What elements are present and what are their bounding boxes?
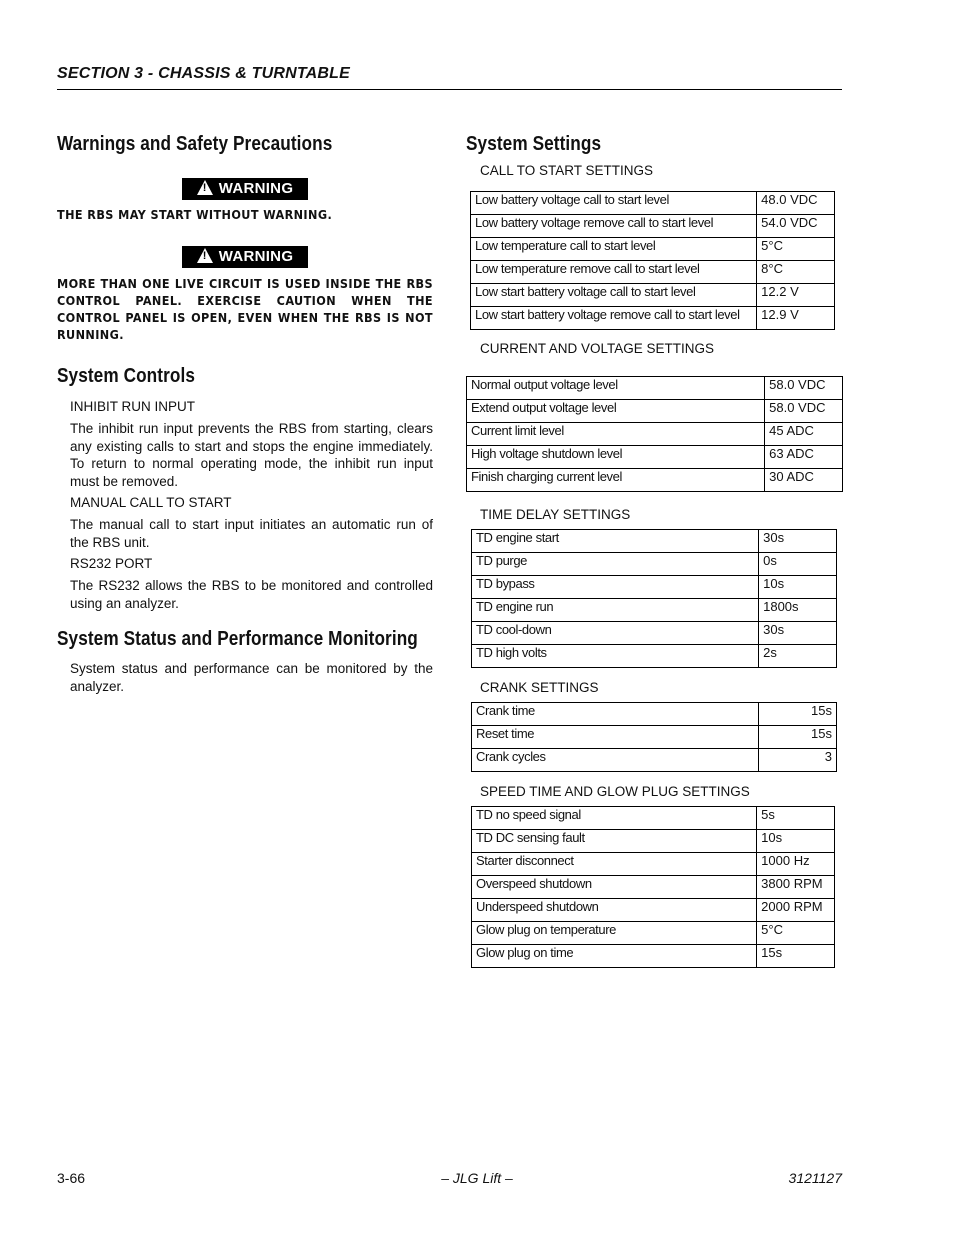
right-column [466, 133, 846, 968]
table-row [472, 645, 837, 668]
table-row [472, 899, 835, 922]
table-row [472, 922, 835, 945]
setting-value: 10s [759, 576, 837, 599]
table-row [472, 853, 835, 876]
table-row [472, 749, 837, 772]
setting-label: Crank time [472, 703, 759, 726]
call-to-start-table [470, 191, 835, 330]
system-controls-heading: System Controls [57, 365, 195, 387]
left-column [57, 133, 433, 695]
table-row [472, 830, 835, 853]
setting-value: 3 [759, 749, 837, 772]
setting-value: 58.0 VDC [765, 400, 843, 423]
setting-value: 8°C [757, 261, 835, 284]
time-delay-table [471, 529, 837, 668]
setting-value: 12.9 V [757, 307, 835, 330]
setting-value: 0s [759, 553, 837, 576]
section-title: SECTION 3 - CHASSIS & TURNTABLE [57, 65, 351, 82]
setting-value: 30s [759, 622, 837, 645]
setting-label: Crank cycles [472, 749, 759, 772]
setting-value: 10s [757, 830, 835, 853]
manual-call-title: MANUAL CALL TO START [70, 495, 232, 510]
table-row [471, 284, 835, 307]
setting-label: TD cool-down [472, 622, 759, 645]
manual-call-text: The manual call to start input initiates an automatic run of the RBS unit. [70, 517, 433, 550]
warnings-heading: Warnings and Safety Precautions [57, 133, 333, 155]
warning-badge-2 [182, 246, 308, 268]
setting-label: TD bypass [472, 576, 759, 599]
setting-value: 1800s [759, 599, 837, 622]
warning-text-2: MORE THAN ONE LIVE CIRCUIT IS USED INSIDE THE RBS CONTROL PANEL. EXERCISE CAUTION WHEN THE CONTROL PANEL IS OPEN, EVEN WHEN THE RBS IS NOT RUNNING. [57, 276, 433, 342]
inhibit-run-title: INHIBIT RUN INPUT [70, 399, 196, 414]
setting-label: Starter disconnect [472, 853, 757, 876]
speed-glow-title: SPEED TIME AND GLOW PLUG SETTINGS [480, 784, 750, 799]
setting-value: 15s [759, 703, 837, 726]
warning-triangle-icon: ! [197, 180, 213, 195]
setting-label: TD purge [472, 553, 759, 576]
table-row [472, 622, 837, 645]
warning-badge-label: WARNING [218, 180, 294, 197]
setting-value: 58.0 VDC [765, 377, 843, 400]
setting-value: 3800 RPM [757, 876, 835, 899]
setting-label: Finish charging current level [467, 469, 765, 492]
warning-triangle-icon: ! [197, 248, 213, 263]
footer-center: – JLG Lift – [441, 1170, 513, 1186]
crank-table [471, 702, 837, 772]
setting-value: 5s [757, 807, 835, 830]
table-row [472, 553, 837, 576]
inhibit-run-text: The inhibit run input prevents the RBS from starting, clears any existing calls to start and stops the engine immediately. To return to normal operating mode, the inhibit run input must be removed. [70, 421, 433, 489]
setting-value: 30 ADC [765, 469, 843, 492]
setting-value: 12.2 V [757, 284, 835, 307]
table-row [471, 307, 835, 330]
speed-glow-table [471, 806, 835, 968]
setting-value: 2000 RPM [757, 899, 835, 922]
setting-label: Reset time [472, 726, 759, 749]
setting-value: 1000 Hz [757, 853, 835, 876]
table-row [471, 215, 835, 238]
rs232-text: The RS232 allows the RBS to be monitored and controlled using an analyzer. [70, 578, 433, 611]
setting-value: 48.0 VDC [757, 192, 835, 215]
setting-label: Glow plug on temperature [472, 922, 757, 945]
table-row [471, 261, 835, 284]
setting-label: TD engine start [472, 530, 759, 553]
setting-value: 30s [759, 530, 837, 553]
system-status-text: System status and performance can be monitored by the analyzer. [70, 661, 433, 694]
setting-label: Normal output voltage level [467, 377, 765, 400]
table-row [472, 576, 837, 599]
setting-value: 15s [757, 945, 835, 968]
setting-value: 15s [759, 726, 837, 749]
table-row [472, 703, 837, 726]
setting-value: 5°C [757, 922, 835, 945]
setting-value: 63 ADC [765, 446, 843, 469]
table-row [471, 192, 835, 215]
setting-label: Low temperature call to start level [471, 238, 757, 261]
table-row [467, 400, 843, 423]
table-row [472, 726, 837, 749]
setting-value: 54.0 VDC [757, 215, 835, 238]
setting-label: Underspeed shutdown [472, 899, 757, 922]
table-row [467, 377, 843, 400]
table-row [472, 807, 835, 830]
setting-label: Current limit level [467, 423, 765, 446]
header-rule [57, 89, 842, 90]
table-row [467, 469, 843, 492]
call-to-start-title: CALL TO START SETTINGS [480, 163, 654, 178]
table-row [472, 599, 837, 622]
time-delay-title: TIME DELAY SETTINGS [480, 507, 631, 522]
warning-text-1: THE RBS MAY START WITHOUT WARNING. [57, 207, 333, 222]
system-settings-heading: System Settings [466, 133, 602, 155]
setting-label: Overspeed shutdown [472, 876, 757, 899]
current-voltage-table [466, 376, 843, 492]
setting-label: High voltage shutdown level [467, 446, 765, 469]
setting-value: 45 ADC [765, 423, 843, 446]
setting-label: Extend output voltage level [467, 400, 765, 423]
setting-label: Low battery voltage remove call to start level [471, 215, 757, 238]
setting-label: Low start battery voltage call to start level [471, 284, 757, 307]
table-row [472, 530, 837, 553]
setting-label: TD engine run [472, 599, 759, 622]
setting-value: 2s [759, 645, 837, 668]
footer-page-number: 3-66 [57, 1170, 86, 1186]
table-row [472, 876, 835, 899]
setting-label: Low start battery voltage remove call to start level [471, 307, 757, 330]
table-row [467, 446, 843, 469]
setting-label: Low battery voltage call to start level [471, 192, 757, 215]
warning-badge-label: WARNING [218, 248, 294, 265]
current-voltage-title: CURRENT AND VOLTAGE SETTINGS [480, 341, 715, 356]
rs232-title: RS232 PORT [70, 556, 153, 571]
table-row [467, 423, 843, 446]
setting-label: Glow plug on time [472, 945, 757, 968]
warning-badge-1 [182, 178, 308, 200]
setting-label: TD high volts [472, 645, 759, 668]
setting-value: 5°C [757, 238, 835, 261]
setting-label: Low temperature remove call to start level [471, 261, 757, 284]
footer-doc-number: 3121127 [788, 1170, 842, 1186]
table-row [471, 238, 835, 261]
system-status-heading: System Status and Performance Monitoring [57, 628, 418, 650]
table-row [472, 945, 835, 968]
setting-label: TD DC sensing fault [472, 830, 757, 853]
crank-title: CRANK SETTINGS [480, 680, 599, 695]
setting-label: TD no speed signal [472, 807, 757, 830]
